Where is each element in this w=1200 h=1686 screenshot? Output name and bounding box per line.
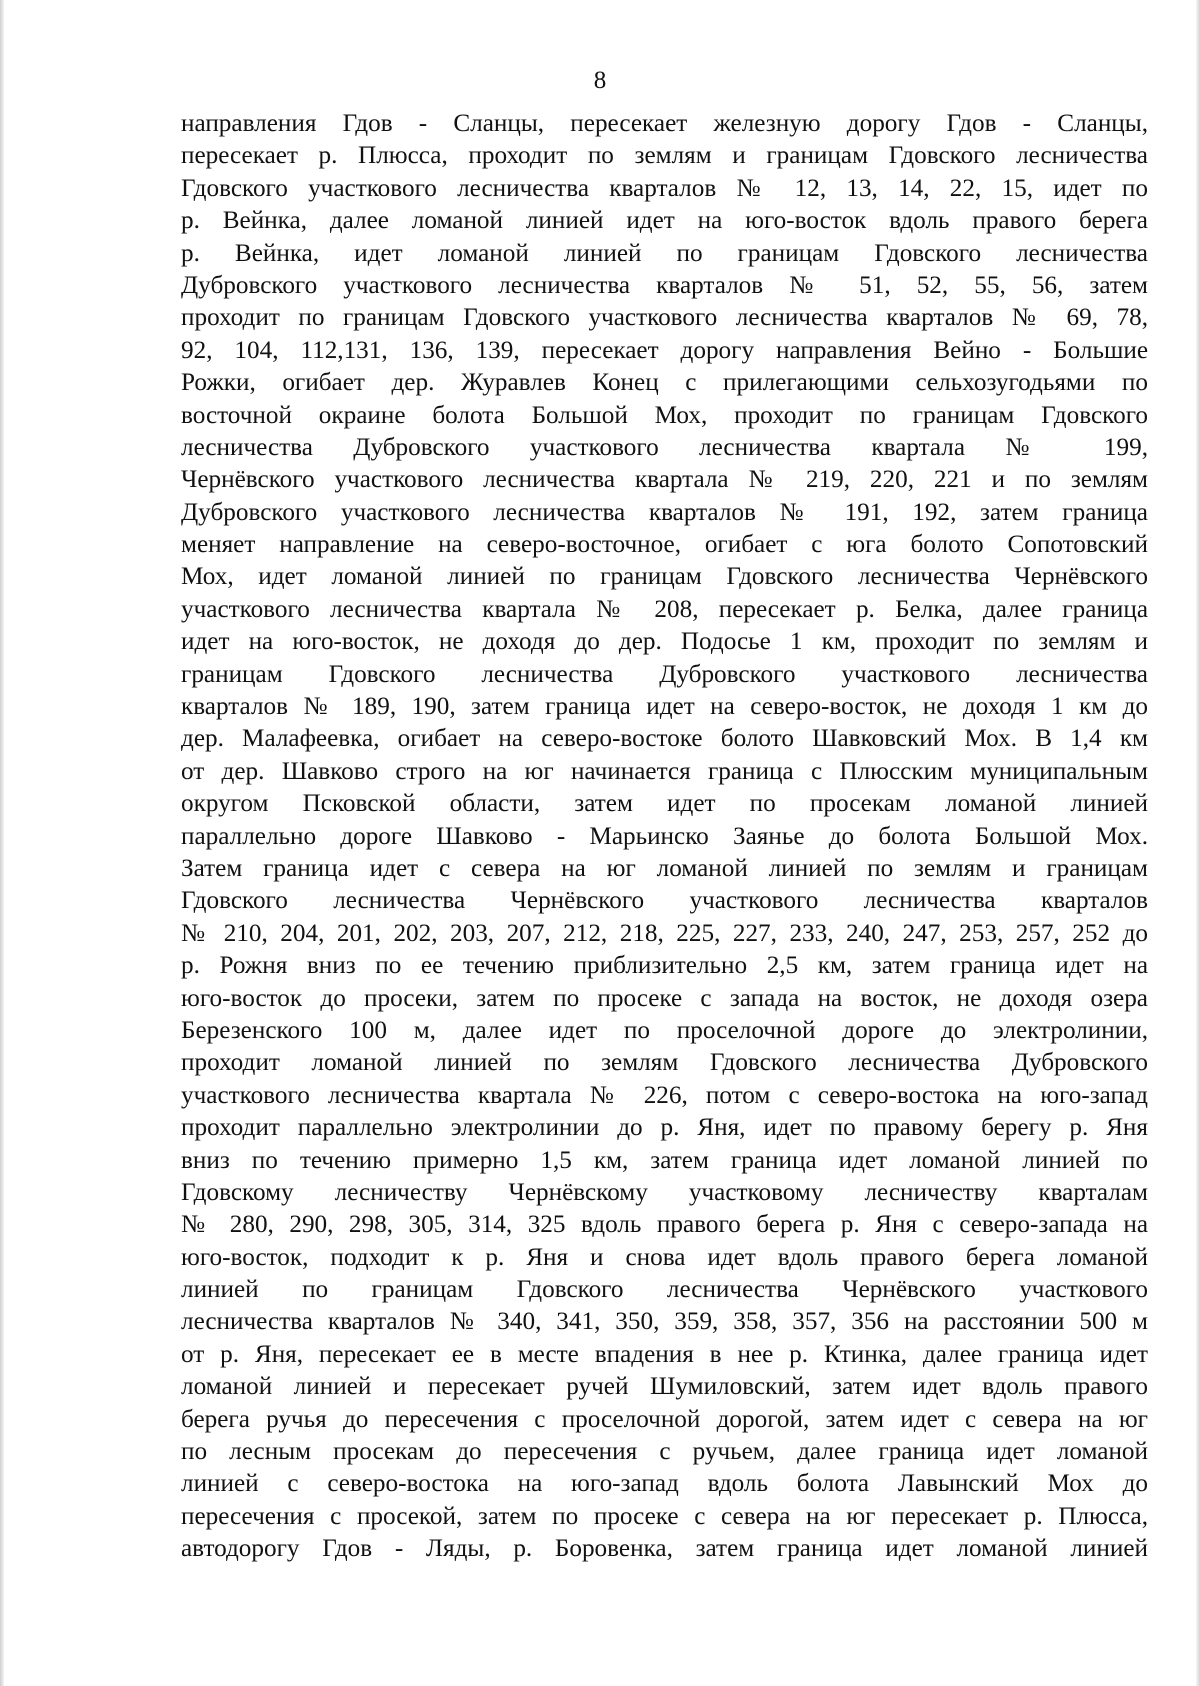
text-line: Дубровского участкового лесничества кварталов № 51, 52, 55, 56, затем bbox=[181, 271, 1148, 299]
text-line: Затем граница идет с севера на юг ломаной линией по землям и границам bbox=[181, 854, 1148, 882]
text-line: 92, 104, 112,131, 136, 139, пересекает дорогу направления Вейно - Большие bbox=[181, 336, 1148, 364]
text-line: юго-восток, подходит к р. Яня и снова идет вдоль правого берега ломаной bbox=[181, 1243, 1148, 1271]
text-line: параллельно дороге Шавково - Марьинско Заянье до болота Большой Мох. bbox=[181, 822, 1148, 850]
text-line: Чернёвского участкового лесничества квартала № 219, 220, 221 и по землям bbox=[181, 466, 1148, 494]
text-line: р. Вейнка, идет ломаной линией по границам Гдовского лесничества bbox=[181, 239, 1148, 267]
text-line: Гдовского лесничества Чернёвского участкового лесничества кварталов bbox=[181, 887, 1148, 915]
text-line: лесничества Дубровского участкового лесничества квартала № 199, bbox=[181, 433, 1148, 461]
text-line: округом Псковской области, затем идет по просекам ломаной линией bbox=[181, 790, 1148, 818]
page-edge-left bbox=[0, 0, 4, 1686]
text-line: дер. Малафеевка, огибает на северо-востоке болото Шавковский Мох. В 1,4 км bbox=[181, 725, 1148, 753]
text-line: р. Рожня вниз по ее течению приблизительно 2,5 км, затем граница идет на bbox=[181, 952, 1148, 980]
text-line: меняет направление на северо-восточное, огибает с юга болото Сопотовский bbox=[181, 531, 1148, 559]
body-text bbox=[181, 108, 1148, 1566]
text-line: направления Гдов - Сланцы, пересекает железную дорогу Гдов - Сланцы, bbox=[181, 110, 1148, 137]
page-edge-right bbox=[1196, 0, 1200, 1686]
text-line: № 210, 204, 201, 202, 203, 207, 212, 218, 225, 227, 233, 240, 247, 253, 257, 252 до bbox=[181, 919, 1148, 947]
text-line: проходит ломаной линией по землям Гдовского лесничества Дубровского bbox=[181, 1049, 1148, 1077]
text-line: пересекает р. Плюсса, проходит по землям и границам Гдовского лесничества bbox=[181, 142, 1148, 170]
text-line: Гдовскому лесничеству Чернёвскому участковому лесничеству кварталам bbox=[181, 1178, 1148, 1206]
text-line: Рожки, огибает дер. Журавлев Конец с прилегающими сельхозугодьями по bbox=[181, 369, 1148, 397]
text-line: по лесным просекам до пересечения с ручьем, далее граница идет ломаной bbox=[181, 1438, 1148, 1466]
text-line: р. Вейнка, далее ломаной линией идет на юго-восток вдоль правого берега bbox=[181, 207, 1148, 235]
text-line: проходит по границам Гдовского участкового лесничества кварталов № 69, 78, bbox=[181, 304, 1148, 332]
text-line: Мох, идет ломаной линией по границам Гдовского лесничества Чернёвского bbox=[181, 563, 1148, 591]
text-line: границам Гдовского лесничества Дубровского участкового лесничества bbox=[181, 660, 1148, 688]
text-line: линией с северо-востока на юго-запад вдоль болота Лавынский Мох до bbox=[181, 1470, 1148, 1498]
text-line: Березенского 100 м, далее идет по проселочной дороге до электролинии, bbox=[181, 1016, 1148, 1044]
text-line: берега ручья до пересечения с проселочной дорогой, затем идет с севера на юг bbox=[181, 1405, 1148, 1433]
text-line: юго-восток до просеки, затем по просеке с запада на восток, не доходя озера bbox=[181, 984, 1148, 1012]
text-line: автодорогу Гдов - Ляды, р. Боровенка, затем граница идет ломаной линией bbox=[181, 1535, 1148, 1563]
text-line: участкового лесничества квартала № 208, пересекает р. Белка, далее граница bbox=[181, 595, 1148, 623]
text-line: вниз по течению примерно 1,5 км, затем граница идет ломаной линией по bbox=[181, 1146, 1148, 1174]
text-line: ломаной линией и пересекает ручей Шумиловский, затем идет вдоль правого bbox=[181, 1373, 1148, 1401]
text-line: от дер. Шавково строго на юг начинается граница с Плюсским муниципальным bbox=[181, 757, 1148, 785]
text-line: Дубровского участкового лесничества кварталов № 191, 192, затем граница bbox=[181, 498, 1148, 526]
text-line: лесничества кварталов № 340, 341, 350, 359, 358, 357, 356 на расстоянии 500 м bbox=[181, 1308, 1148, 1336]
text-line: кварталов № 189, 190, затем граница идет на северо-восток, не доходя 1 км до bbox=[181, 693, 1148, 721]
text-line: проходит параллельно электролинии до р. Яня, идет по правому берегу р. Яня bbox=[181, 1114, 1148, 1142]
text-line: линией по границам Гдовского лесничества Чернёвского участкового bbox=[181, 1276, 1148, 1304]
text-line: от р. Яня, пересекает ее в месте впадения в нее р. Ктинка, далее граница идет bbox=[181, 1340, 1148, 1368]
page-number: 8 bbox=[593, 67, 607, 94]
text-line: участкового лесничества квартала № 226, потом с северо-востока на юго-запад bbox=[181, 1081, 1148, 1109]
text-line: № 280, 290, 298, 305, 314, 325 вдоль правого берега р. Яня с северо-запада на bbox=[181, 1211, 1148, 1239]
text-line: пересечения с просекой, затем по просеке с севера на юг пересекает р. Плюсса, bbox=[181, 1502, 1148, 1530]
text-line: идет на юго-восток, не доходя до дер. Подосье 1 км, проходит по землям и bbox=[181, 628, 1148, 656]
text-line: восточной окраине болота Большой Мох, проходит по границам Гдовского bbox=[181, 401, 1148, 429]
text-line: Гдовского участкового лесничества кварталов № 12, 13, 14, 22, 15, идет по bbox=[181, 174, 1148, 202]
